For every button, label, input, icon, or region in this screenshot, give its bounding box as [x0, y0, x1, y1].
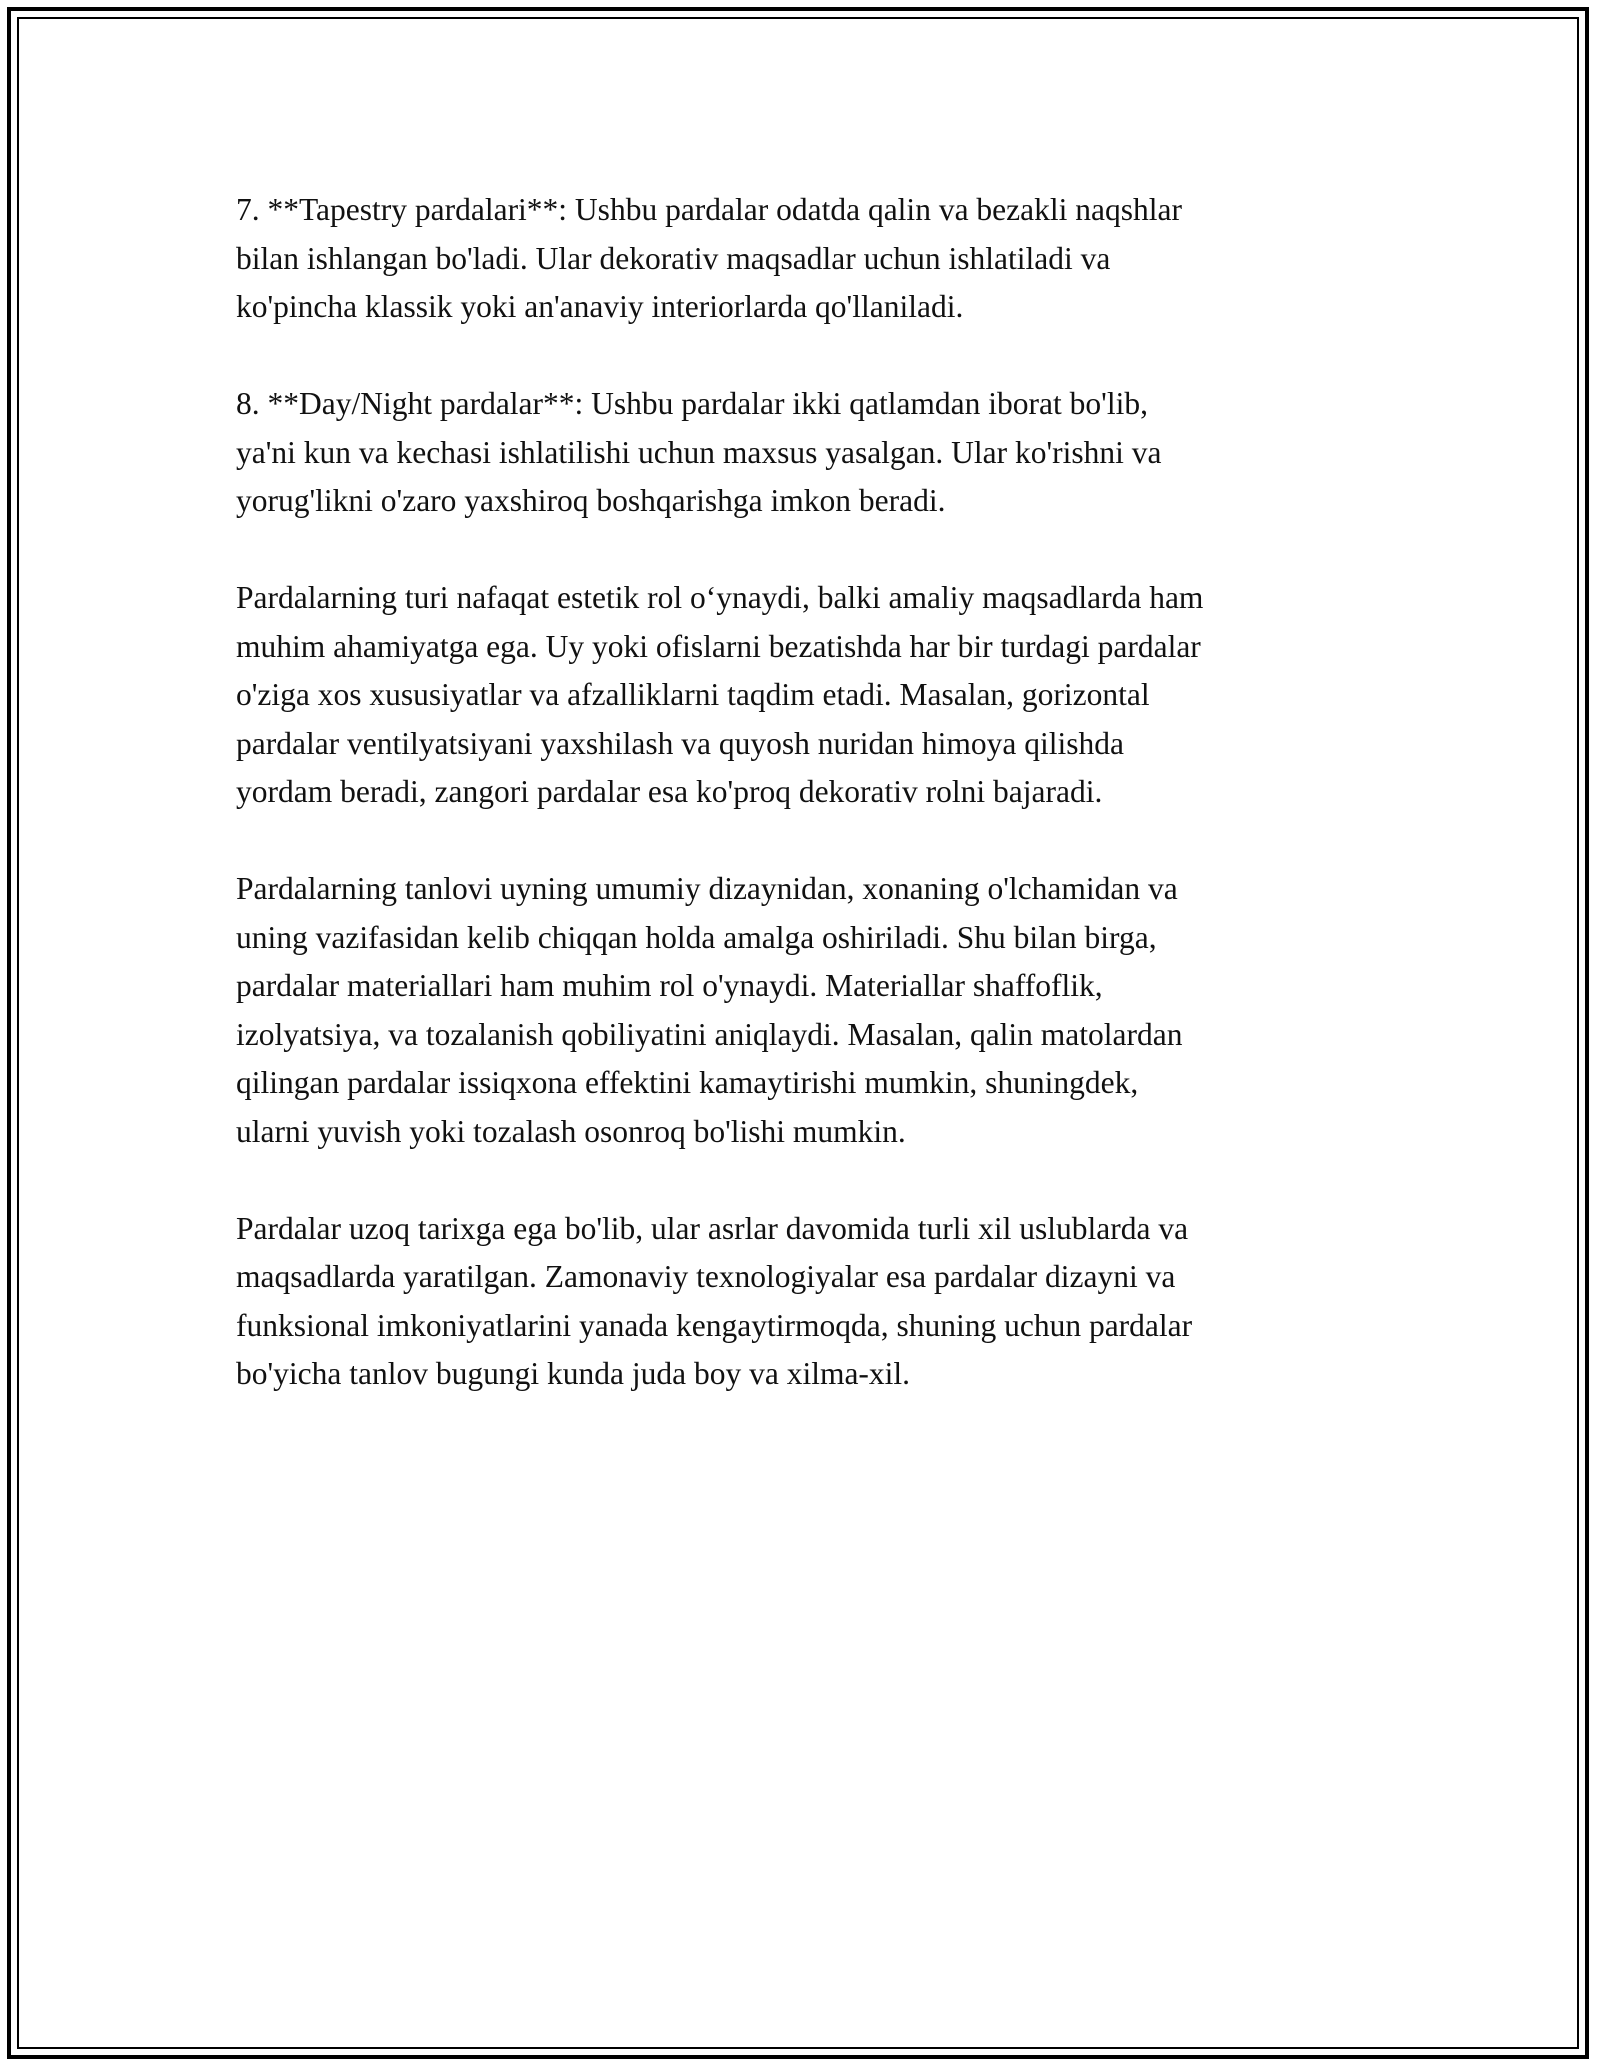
paragraph-curtain-selection: Pardalarning tanlovi uyning umumiy dizaynidan, xonaning o'lchamidan va uning vazifasidan kelib chiqqan holda amalga oshiriladi. Shu bilan birga, pardalar materiallari ham muhim rol o'ynaydi. Materiallar shaffoflik, izolyatsiya, va tozalanish qobiliyatini aniqlaydi. Masalan, qalin matolardan qilingan pardalar issiqxona effektini kamaytirishi mumkin, shuningdek, ularni yuvish yoki tozalash osonroq bo'lishi mumkin.	[236, 871, 1183, 1149]
document-body	[236, 186, 1376, 1447]
paragraph-tapestry: 7. **Tapestry pardalari**: Ushbu pardalar odatda qalin va bezakli naqshlar bilan ishlangan bo'ladi. Ular dekorativ maqsadlar uchun ishlatiladi va ko'pincha klassik yoki an'anaviy interiorlarda qo'llaniladi.	[236, 192, 1182, 324]
paragraph-curtain-types-purpose: Pardalarning turi nafaqat estetik rol o‘ynaydi, balki amaliy maqsadlarda ham muhim ahamiyatga ega. Uy yoki ofislarni bezatishda har bir turdagi pardalar o'ziga xos xususiyatlar va afzalliklarni taqdim etadi. Masalan, gorizontal pardalar ventilyatsiyani yaxshilash va quyosh nuridan himoya qilishda yordam beradi, zangori pardalar esa ko'proq dekorativ rolni bajaradi.	[236, 580, 1204, 809]
paragraph-day-night: 8. **Day/Night pardalar**: Ushbu pardalar ikki qatlamdan iborat bo'lib, ya'ni kun va kechasi ishlatilishi uchun maxsus yasalgan. Ular ko'rishni va yorug'likni o'zaro yaxshiroq boshqarishga imkon beradi.	[236, 386, 1162, 518]
paragraph-curtain-history: Pardalar uzoq tarixga ega bo'lib, ular asrlar davomida turli xil uslublarda va maqsadlarda yaratilgan. Zamonaviy texnologiyalar esa pardalar dizayni va funksional imkoniyatlarini yanada kengaytirmoqda, shuning uchun pardalar bo'yicha tanlov bugungi kunda juda boy va xilma-xil.	[236, 1210, 1193, 1391]
